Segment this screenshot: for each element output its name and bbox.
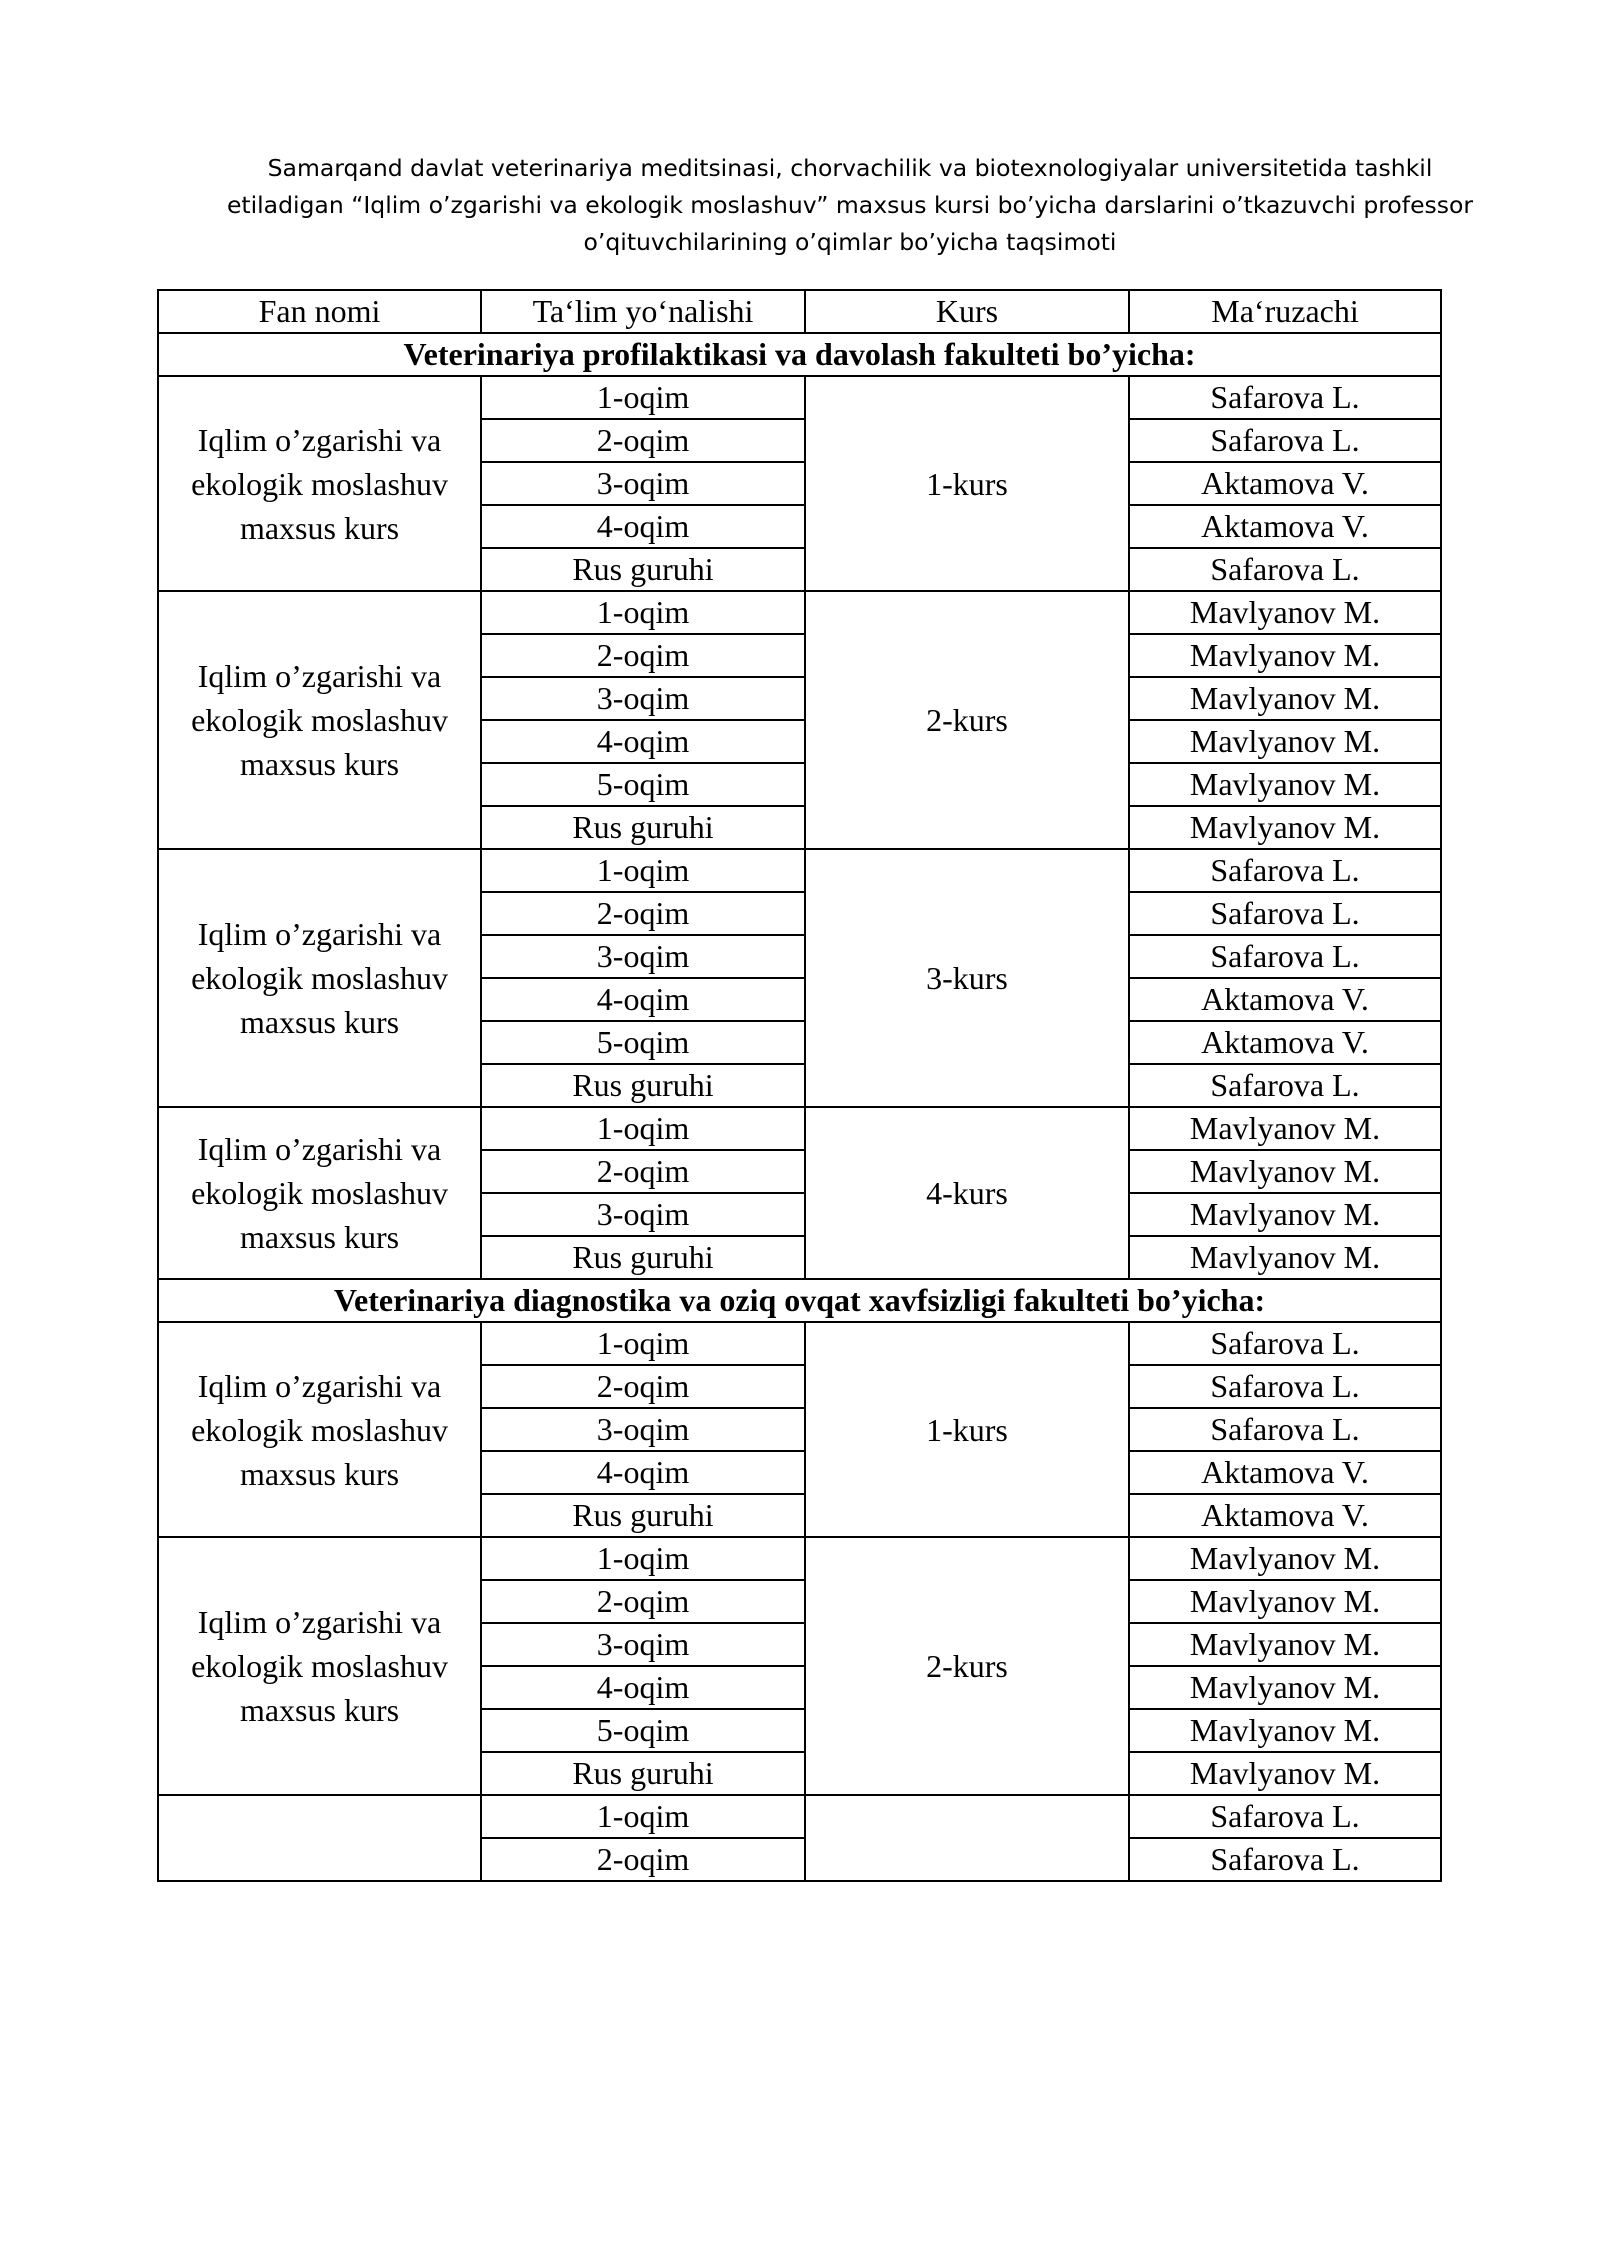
- table-row: [158, 591, 1441, 634]
- maruzachi-cell: Mavlyanov M.: [1129, 763, 1441, 806]
- maruzachi-cell: Mavlyanov M.: [1129, 1107, 1441, 1150]
- talim-yonalishi-cell: 1-oqim: [481, 591, 805, 634]
- title-line: Samarqand davlat veterinariya meditsinasi, chorvachilik va biotexnologiyalar universitetida tashkil: [267, 154, 1433, 182]
- talim-yonalishi-cell: 1-oqim: [481, 849, 805, 892]
- talim-yonalishi-cell: 1-oqim: [481, 1537, 805, 1580]
- maruzachi-cell: Aktamova V.: [1129, 978, 1441, 1021]
- maruzachi-cell: Mavlyanov M.: [1129, 1580, 1441, 1623]
- maruzachi-cell: Mavlyanov M.: [1129, 1623, 1441, 1666]
- fan-nomi-cell: Iqlim o’zgarishi va ekologik moslashuv maxsus kurs: [158, 1537, 481, 1795]
- talim-yonalishi-cell: 1-oqim: [481, 1795, 805, 1838]
- faculty-heading: Veterinariya profilaktikasi va davolash fakulteti bo’yicha:: [158, 333, 1441, 376]
- talim-yonalishi-cell: 5-oqim: [481, 1021, 805, 1064]
- talim-yonalishi-cell: 2-oqim: [481, 1838, 805, 1881]
- maruzachi-cell: Mavlyanov M.: [1129, 1537, 1441, 1580]
- maruzachi-cell: Mavlyanov M.: [1129, 677, 1441, 720]
- maruzachi-cell: Mavlyanov M.: [1129, 806, 1441, 849]
- talim-yonalishi-cell: 3-oqim: [481, 677, 805, 720]
- talim-yonalishi-cell: 4-oqim: [481, 505, 805, 548]
- faculty-row: [158, 1279, 1441, 1322]
- talim-yonalishi-cell: 2-oqim: [481, 1580, 805, 1623]
- kurs-cell: 2-kurs: [805, 591, 1129, 849]
- talim-yonalishi-cell: Rus guruhi: [481, 1494, 805, 1537]
- table-row: [158, 1107, 1441, 1150]
- maruzachi-cell: Aktamova V.: [1129, 1494, 1441, 1537]
- talim-yonalishi-cell: 2-oqim: [481, 419, 805, 462]
- fan-nomi-cell: Iqlim o’zgarishi va ekologik moslashuv maxsus kurs: [158, 849, 481, 1107]
- maruzachi-cell: Mavlyanov M.: [1129, 1752, 1441, 1795]
- maruzachi-cell: Safarova L.: [1129, 1838, 1441, 1881]
- maruzachi-cell: Mavlyanov M.: [1129, 634, 1441, 677]
- maruzachi-cell: Aktamova V.: [1129, 505, 1441, 548]
- talim-yonalishi-cell: 4-oqim: [481, 1666, 805, 1709]
- maruzachi-cell: Safarova L.: [1129, 1322, 1441, 1365]
- maruzachi-cell: Mavlyanov M.: [1129, 1193, 1441, 1236]
- header-talim-yonalishi: Ta‘lim yo‘nalishi: [481, 290, 805, 333]
- maruzachi-cell: Aktamova V.: [1129, 1021, 1441, 1064]
- talim-yonalishi-cell: 1-oqim: [481, 1322, 805, 1365]
- header-maruzachi: Ma‘ruzachi: [1129, 290, 1441, 333]
- talim-yonalishi-cell: 4-oqim: [481, 720, 805, 763]
- header-fan-nomi: Fan nomi: [158, 290, 481, 333]
- talim-yonalishi-cell: 5-oqim: [481, 1709, 805, 1752]
- table-row: [158, 1322, 1441, 1365]
- title-line: o’qituvchilarining o’qimlar bo’yicha taqsimoti: [583, 228, 1117, 256]
- kurs-cell: 4-kurs: [805, 1107, 1129, 1279]
- talim-yonalishi-cell: 3-oqim: [481, 462, 805, 505]
- table-body: [158, 333, 1441, 1881]
- talim-yonalishi-cell: Rus guruhi: [481, 1064, 805, 1107]
- talim-yonalishi-cell: 1-oqim: [481, 1107, 805, 1150]
- table-row: [158, 1537, 1441, 1580]
- table-row: [158, 849, 1441, 892]
- talim-yonalishi-cell: Rus guruhi: [481, 1236, 805, 1279]
- maruzachi-cell: Safarova L.: [1129, 548, 1441, 591]
- maruzachi-cell: Safarova L.: [1129, 376, 1441, 419]
- document-title: [200, 150, 1500, 261]
- talim-yonalishi-cell: 4-oqim: [481, 1451, 805, 1494]
- maruzachi-cell: Aktamova V.: [1129, 462, 1441, 505]
- faculty-row: [158, 333, 1441, 376]
- talim-yonalishi-cell: 5-oqim: [481, 763, 805, 806]
- kurs-cell: 2-kurs: [805, 1537, 1129, 1795]
- talim-yonalishi-cell: Rus guruhi: [481, 548, 805, 591]
- talim-yonalishi-cell: 2-oqim: [481, 634, 805, 677]
- kurs-cell: 3-kurs: [805, 849, 1129, 1107]
- table-row: [158, 1795, 1441, 1838]
- maruzachi-cell: Safarova L.: [1129, 892, 1441, 935]
- talim-yonalishi-cell: 3-oqim: [481, 935, 805, 978]
- maruzachi-cell: Safarova L.: [1129, 419, 1441, 462]
- fan-nomi-cell: Iqlim o’zgarishi va ekologik moslashuv maxsus kurs: [158, 591, 481, 849]
- fan-nomi-cell: Iqlim o’zgarishi va ekologik moslashuv maxsus kurs: [158, 1322, 481, 1537]
- kurs-cell: 1-kurs: [805, 1322, 1129, 1537]
- header-row: [158, 290, 1441, 333]
- maruzachi-cell: Safarova L.: [1129, 1795, 1441, 1838]
- talim-yonalishi-cell: Rus guruhi: [481, 1752, 805, 1795]
- maruzachi-cell: Mavlyanov M.: [1129, 1666, 1441, 1709]
- talim-yonalishi-cell: 2-oqim: [481, 1365, 805, 1408]
- fan-nomi-cell: Iqlim o’zgarishi va ekologik moslashuv maxsus kurs: [158, 376, 481, 591]
- fan-nomi-cell: [158, 1795, 481, 1881]
- maruzachi-cell: Safarova L.: [1129, 849, 1441, 892]
- maruzachi-cell: Mavlyanov M.: [1129, 1236, 1441, 1279]
- maruzachi-cell: Safarova L.: [1129, 935, 1441, 978]
- maruzachi-cell: Mavlyanov M.: [1129, 591, 1441, 634]
- maruzachi-cell: Safarova L.: [1129, 1408, 1441, 1451]
- title-line: etiladigan “Iqlim o’zgarishi va ekologik moslashuv” maxsus kursi bo’yicha darslarini o’tkazuvchi professor: [226, 191, 1474, 219]
- talim-yonalishi-cell: 3-oqim: [481, 1193, 805, 1236]
- talim-yonalishi-cell: 2-oqim: [481, 892, 805, 935]
- table-row: [158, 376, 1441, 419]
- talim-yonalishi-cell: 4-oqim: [481, 978, 805, 1021]
- maruzachi-cell: Mavlyanov M.: [1129, 720, 1441, 763]
- maruzachi-cell: Safarova L.: [1129, 1365, 1441, 1408]
- talim-yonalishi-cell: 3-oqim: [481, 1623, 805, 1666]
- fan-nomi-cell: Iqlim o’zgarishi va ekologik moslashuv maxsus kurs: [158, 1107, 481, 1279]
- talim-yonalishi-cell: 1-oqim: [481, 376, 805, 419]
- schedule-table: [157, 289, 1442, 1882]
- talim-yonalishi-cell: Rus guruhi: [481, 806, 805, 849]
- kurs-cell: [805, 1795, 1129, 1881]
- faculty-heading: Veterinariya diagnostika va oziq ovqat xavfsizligi fakulteti bo’yicha:: [158, 1279, 1441, 1322]
- maruzachi-cell: Mavlyanov M.: [1129, 1150, 1441, 1193]
- maruzachi-cell: Aktamova V.: [1129, 1451, 1441, 1494]
- header-kurs: Kurs: [805, 290, 1129, 333]
- maruzachi-cell: Safarova L.: [1129, 1064, 1441, 1107]
- kurs-cell: 1-kurs: [805, 376, 1129, 591]
- talim-yonalishi-cell: 3-oqim: [481, 1408, 805, 1451]
- maruzachi-cell: Mavlyanov M.: [1129, 1709, 1441, 1752]
- talim-yonalishi-cell: 2-oqim: [481, 1150, 805, 1193]
